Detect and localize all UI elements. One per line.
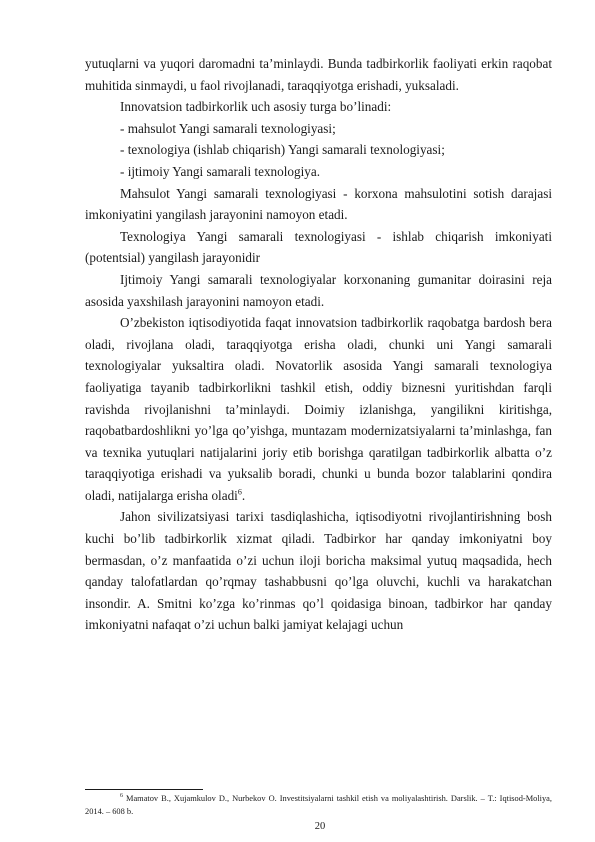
paragraph-continuation: yutuqlarni va yuqori daromadni ta’minlaydi. Bunda tadbirkorlik faoliyati erkin raqobat muhitida sinmaydi, u faol rivojlanadi, taraqqiyotga erishadi, yuksaladi. — [85, 56, 552, 93]
paragraph-social-definition: Ijtimoiy Yangi samarali texnologiyalar korxonaning gumanitar doirasini reja asosida yaxshilash jarayonini namoyon etadi. — [85, 271, 552, 309]
paragraph-technology-definition: Texnologiya Yangi samarali texnologiyasi - ishlab chiqarish imkoniyati (potentsial) yangilash jarayonidir — [85, 228, 552, 266]
page-body — [85, 53, 552, 636]
paragraph-uzbekistan: O’zbekiston iqtisodiyotida faqat innovatsion tadbirkorlik raqobatga bardosh bera oladi, rivojlana oladi, taraqqiyotga erisha oladi, chunki uni Yangi samarali texnologiyalar yuksaltira oladi. Novatorlik asosida Yangi samarali texnologiya faoliyatiga tayanib tadbirkorlikni tashkil etish, oddiy biznesni yuritishdan farqli ravishda rivojlanishni ta’minlaydi. Doimiy izlanishga, yangilikni kiritishga, raqobatbardoshlikni yo’lga qo’yishga, muntazam modernizatsiyalarni ta’minlashga, fan va texnika yutuqlari natijalarini joriy etib borishga qaratilgan tadbirkorlik albatta o’z taraqqiyotiga erishadi va yuksalib boradi, chunki u bunda bozor talablarini qondira oladi, natijalarga erisha oladi$^6$. — [85, 315, 552, 503]
list-item-social: - ijtimoiy Yangi samarali texnologiya. — [120, 163, 320, 179]
paragraph-civilization: Jahon sivilizatsiyasi tarixi tasdiqlashicha, iqtisodiyotni rivojlantirishning bosh kuchi bo’lib tadbirkorlik xizmat qiladi. Tadbirkor har qanday imkoniyatni boy bermasdan, o’z manfaatida o’zi uchun iloji boricha maksimal yutuq maqsadida, hech qanday talofatlardan qo’rqmay tashabbusni qo’lga oluvchi, kuchli va harakatchan insondir. A. Smitni ko’zga ko’rinmas qo’l qoidasiga binoan, tadbirkor har qanday imkoniyatni nafaqat o’zi uchun balki jamiyat kelajagi uchun — [85, 509, 552, 633]
paragraph-types-intro: Innovatsion tadbirkorlik uch asosiy turga bo’linadi: — [120, 99, 392, 115]
footnote-mark: 6 — [120, 793, 123, 800]
list-item-product: - mahsulot Yangi samarali texnologiyasi; — [120, 120, 336, 136]
footnote-text: Mamatov B., Xujamkulov D., Nurbekov O. Investitsiyalarni tashkil etish va moliyalashtirish. Darslik. – T.: Iqtisod-Moliya, 2014. – 608 b. — [85, 794, 552, 816]
paragraph-product-definition: Mahsulot Yangi samarali texnologiyasi - korxona mahsulotini sotish darajasi imkoniyatini yangilash jarayonini namoyon etadi. — [85, 185, 552, 223]
footnote-divider — [85, 789, 203, 790]
footnote — [85, 793, 552, 818]
paragraph-uzbekistan-text: O’zbekiston iqtisodiyotida faqat innovatsion tadbirkorlik raqobatga bardosh bera oladi, rivojlana oladi, taraqqiyotga erisha oladi, chunki uni Yangi samarali texnologiyalar yuksaltira oladi. Novatorlik asosida Yangi samarali texnologiya faoliyatiga tayanib tadbirkorlikni tashkil etish, oddiy biznesni yuritishdan farqli ravishda rivojlanishni ta’minlaydi. Doimiy izlanishga, yangilikni kiritishga, raqobatbardoshlikni yo’lga qo’yishga, muntazam modernizatsiyalarni ta’minlashga, fan va texnika yutuqlari natijalarini joriy etib borishga qaratilgan tadbirkorlik albatta o’z taraqqiyotiga erishadi va yuksalib boradi, chunki u bunda bozor talablarini qondira oladi, natijalarga erisha oladi — [85, 315, 552, 503]
footnote-reference[interactable]: 6 — [237, 487, 242, 497]
page-number: 20 — [314, 821, 326, 832]
list-item-technology: - texnologiya (ishlab chiqarish) Yangi samarali texnologiyasi; — [120, 142, 445, 158]
